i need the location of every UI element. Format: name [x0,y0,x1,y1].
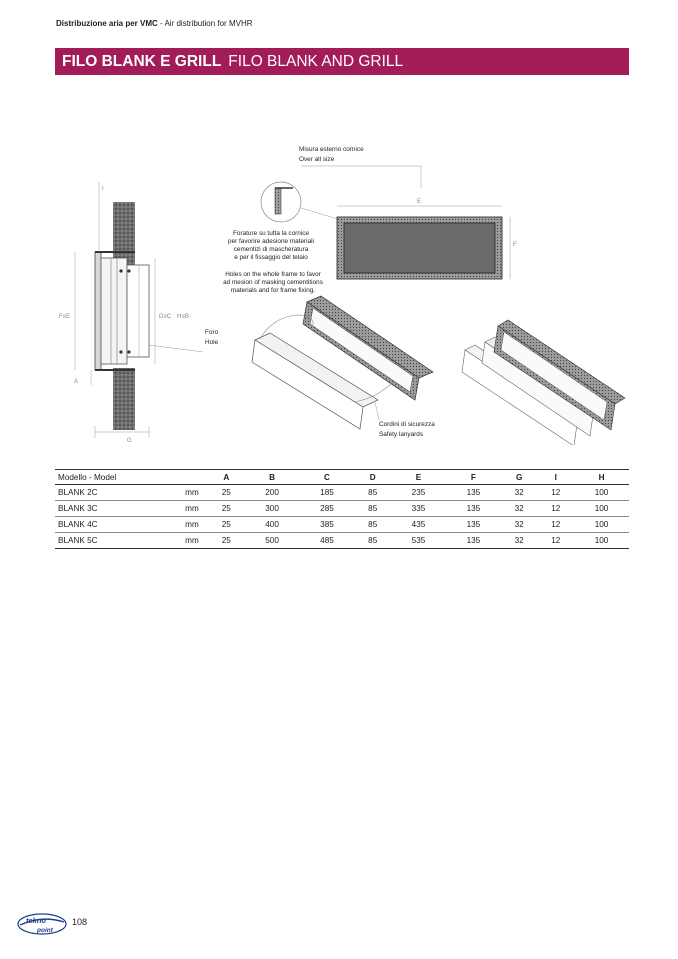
cell-b: 400 [245,517,300,533]
cell-e: 335 [391,501,446,517]
cell-d: 85 [354,485,391,501]
specs-table [55,469,629,549]
front-opening [344,223,495,273]
page-title-it: FILO BLANK E GRILL [62,52,222,70]
col-header-i: I [537,470,574,485]
section-separator: - [157,19,165,28]
section-title-en: Air distribution for MVHR [164,19,253,28]
cell-i: 12 [537,517,574,533]
label-hole-en: Hole [205,339,219,346]
cell-g: 32 [501,501,538,517]
cell-g: 32 [501,533,538,549]
technical-drawing [55,140,629,445]
cell-f: 135 [446,517,501,533]
lanyard-en: Safety lanyards [379,431,424,438]
cell-i: 12 [537,533,574,549]
cell-e: 235 [391,485,446,501]
cell-a: 25 [208,501,245,517]
cell-d: 85 [354,501,391,517]
col-header-f: F [446,470,501,485]
cell-b: 300 [245,501,300,517]
cell-b: 500 [245,533,300,549]
logo-text-bottom: point [37,927,53,934]
cell-i: 12 [537,501,574,517]
holes-en-line-1: Holes on the whole frame to favor [225,271,321,278]
tekno-point-logo [17,913,67,935]
holes-it-line-1: Forature su tutta la cornice [232,230,310,237]
cell-unit: mm [176,501,208,517]
title-bar [55,48,629,75]
col-header-d: D [354,470,391,485]
col-header-a: A [208,470,245,485]
page-number: 108 [72,917,88,927]
section-title-it: Distribuzione aria per VMC [56,19,158,28]
cell-b: 200 [245,485,300,501]
cell-g: 32 [501,517,538,533]
col-header-h: H [574,470,629,485]
running-header [56,19,253,28]
over-all-size-en: Over all size [299,156,335,163]
wall-lower [113,368,135,430]
cell-d: 85 [354,517,391,533]
col-header-c: C [300,470,355,485]
holes-it-line-4: e per il fissaggio del telaio [234,254,308,261]
cell-e: 535 [391,533,446,549]
holes-it-line-3: cementizi di mascheratura [233,246,309,253]
cell-h: 100 [574,501,629,517]
cell-unit: mm [176,517,208,533]
dim-label-e: E [417,199,422,205]
cell-e: 435 [391,517,446,533]
lanyard-it: Cordini di sicurezza [379,421,435,428]
table-row [55,533,629,549]
cell-a: 25 [208,485,245,501]
cell-d: 85 [354,533,391,549]
logo-text-top: tekno [26,916,47,925]
col-header-b: B [245,470,300,485]
cell-h: 100 [574,517,629,533]
over-all-size-it: Misura esterno cornice [299,146,364,153]
table-row [55,501,629,517]
cell-g: 32 [501,485,538,501]
table-row [55,517,629,533]
dim-label-a: A [74,379,79,385]
dim-label-f: F [513,242,517,248]
col-header-unit [176,470,208,485]
cell-h: 100 [574,485,629,501]
cell-unit: mm [176,485,208,501]
dim-label-hb: H≡B [177,314,189,320]
holes-en-line-2: ad mesion of masking cementitions [223,279,323,286]
col-header-e: E [391,470,446,485]
duct-section [127,265,149,357]
cell-model: BLANK 3C [55,501,176,517]
dim-label-dc: D≡C [159,314,172,320]
cell-c: 185 [300,485,355,501]
table-header-row [55,470,629,485]
dim-label-i: I [102,186,104,192]
dim-label-g: G [127,438,132,444]
col-header-g: G [501,470,538,485]
cell-unit: mm [176,533,208,549]
detail-magnifier [261,182,341,222]
cell-c: 285 [300,501,355,517]
frame-plate [95,252,101,370]
exploded-view-right [462,320,625,445]
cell-model: BLANK 2C [55,485,176,501]
cell-f: 135 [446,485,501,501]
cell-f: 135 [446,533,501,549]
section-view [59,182,219,444]
cell-a: 25 [208,517,245,533]
grill-body [101,258,127,364]
cell-model: BLANK 5C [55,533,176,549]
table-row [55,485,629,501]
cell-c: 485 [300,533,355,549]
cell-i: 12 [537,485,574,501]
cell-a: 25 [208,533,245,549]
front-view [337,199,517,279]
cell-model: BLANK 4C [55,517,176,533]
technical-drawing-svg [55,140,629,445]
holes-note [223,230,323,294]
exploded-view-middle [252,296,435,438]
over-all-size-note [299,146,421,188]
cell-f: 135 [446,501,501,517]
cell-c: 385 [300,517,355,533]
page-title-en: FILO BLANK AND GRILL [228,52,404,70]
dim-label-fe: F≡E [59,314,71,320]
holes-it-line-2: per favorire adesione materiali [228,238,314,245]
col-header-model: Modello - Model [55,470,176,485]
holes-en-line-3: materials and for frame fixing. [230,287,316,294]
label-hole-it: Foro [205,329,219,336]
cell-h: 100 [574,533,629,549]
